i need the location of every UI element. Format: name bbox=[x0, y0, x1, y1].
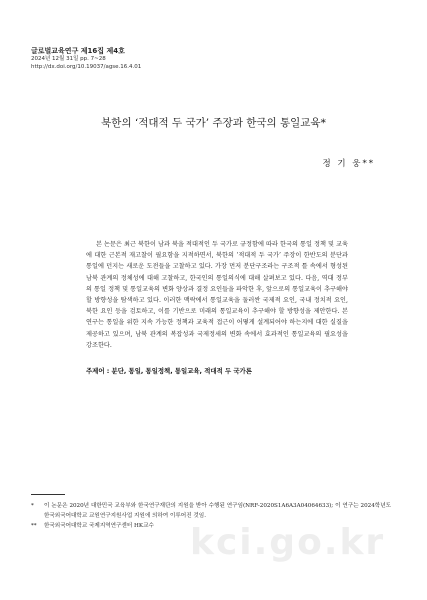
watermark: kci.go.kr bbox=[190, 522, 386, 563]
keywords: 주제어 : 분단, 통일, 통일정책, 통일교육, 적대적 두 국가론 bbox=[86, 367, 252, 375]
doi-link[interactable]: http://dx.doi.org/10.19037/agse.16.4.01 bbox=[31, 63, 142, 70]
journal-header bbox=[31, 47, 141, 71]
footnote-divider bbox=[31, 494, 65, 495]
abstract-text: 본 논문은 최근 북한이 남과 북을 적대적인 두 국가로 규정함에 따라 한국의 통일 정책 및 교육에 대한 근본적 재고찰이 필요함을 지적하면서, 북한의 ‘적대적 두 국가’ 주장이 한반도의 분단과 통일에 던지는 새로운 도전들을 고찰하고 있다. 가장 먼저 분단구조라는 구조적 틀 속에서 형성된 남북 관계의 정체성에 대해 고찰하고, 한국인의 통일의식에 대해 살펴보고 있다. 다음, 역대 정부의 통일 정책 및 통일교육의 변화 양상과 결정 요인들을 파악한 후, 앞으로의 통일교육이 추구해야 할 방향성을 탐색하고 있다. 이러한 맥락에서 통일교육을 둘러싼 국제적 요인, 국내 정치적 요인, 북한 요인 등을 검토하고, 이를 기반으로 미래의 통일교육이 추구해야 할 방향성을 제안한다. 본 연구는 통일을 위한 지속 가능한 정책과 교육적 접근이 어떻게 설계되어야 하는지에 대한 실질을 제공하고 있으며, 남북 관계의 복잡성과 국제정세의 변화 속에서 효과적인 통일교육의 필요성을 강조한다. bbox=[86, 241, 348, 349]
footnote-text: 이 논문은 2020년 대한민국 교육부와 한국연구재단의 지원을 받아 수행된 연구임(NRF-2020S1A6A3A04064633); 이 연구는 2024학년도 한국외국어대학교 교원연구지원사업 지원에 의하여 이루어진 것임. bbox=[44, 503, 391, 519]
footnote-text: 한국외국어대학교 국제지역연구센터 HK교수 bbox=[44, 522, 154, 529]
footnote-1 bbox=[31, 502, 391, 522]
publication-date-pages: 2024년 12월 31일 pp. 7~28 bbox=[31, 56, 106, 62]
abstract bbox=[86, 239, 348, 351]
footnote-mark: ** bbox=[31, 522, 37, 529]
paper-title: 북한의 ‘적대적 두 국가’ 주장과 한국의 통일교육* bbox=[101, 117, 326, 129]
author-name: 정 기 웅** bbox=[322, 159, 375, 169]
journal-name: 글로벌교육연구 제16집 제4호 bbox=[31, 47, 125, 55]
footnote-mark: * bbox=[31, 503, 34, 509]
